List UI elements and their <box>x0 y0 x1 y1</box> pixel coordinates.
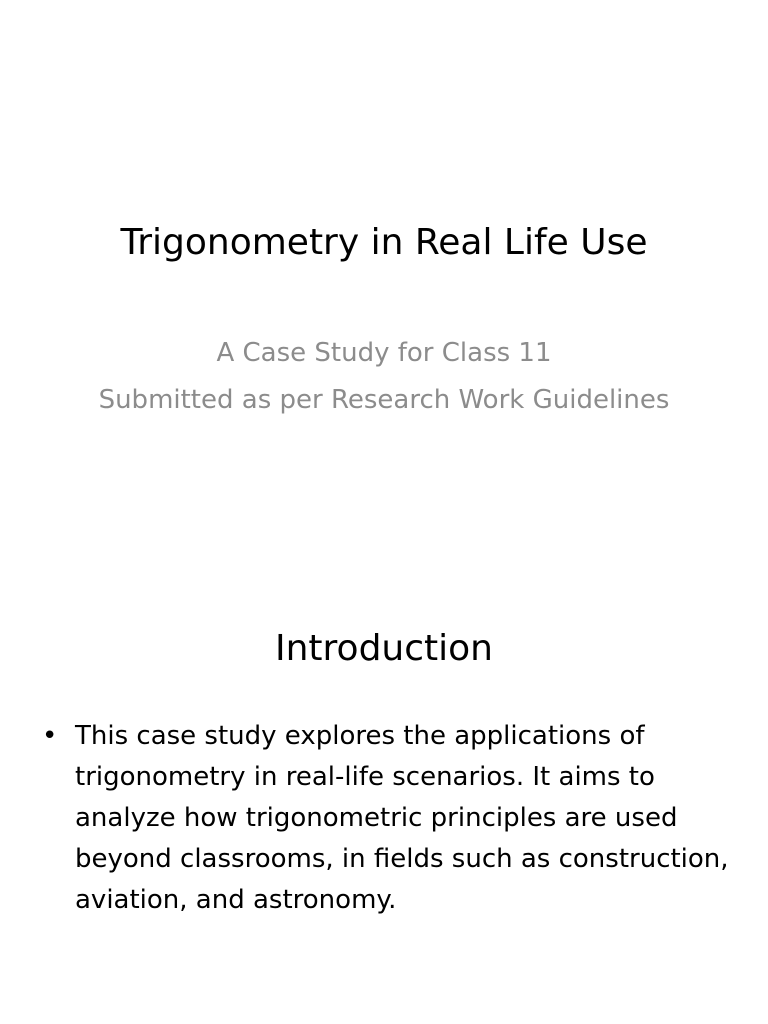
introduction-slide <box>0 576 768 1024</box>
introduction-heading: Introduction <box>274 628 493 669</box>
bullet-icon: • <box>42 721 58 751</box>
subtitle-line-submission: Submitted as per Research Work Guidelines <box>98 385 670 415</box>
bullet-text: This case study explores the applications of trigonometry in real-life scenarios. It aims to analyze how trigonometric principles are used beyond classrooms, in fields such as construction, aviation, and astronomy. <box>75 721 729 915</box>
list-item <box>40 716 730 921</box>
presentation-title: Trigonometry in Real Life Use <box>120 222 648 263</box>
subtitle-block <box>96 333 672 420</box>
bullet-list <box>40 716 730 921</box>
subtitle-line-class: A Case Study for Class 11 <box>216 338 552 368</box>
